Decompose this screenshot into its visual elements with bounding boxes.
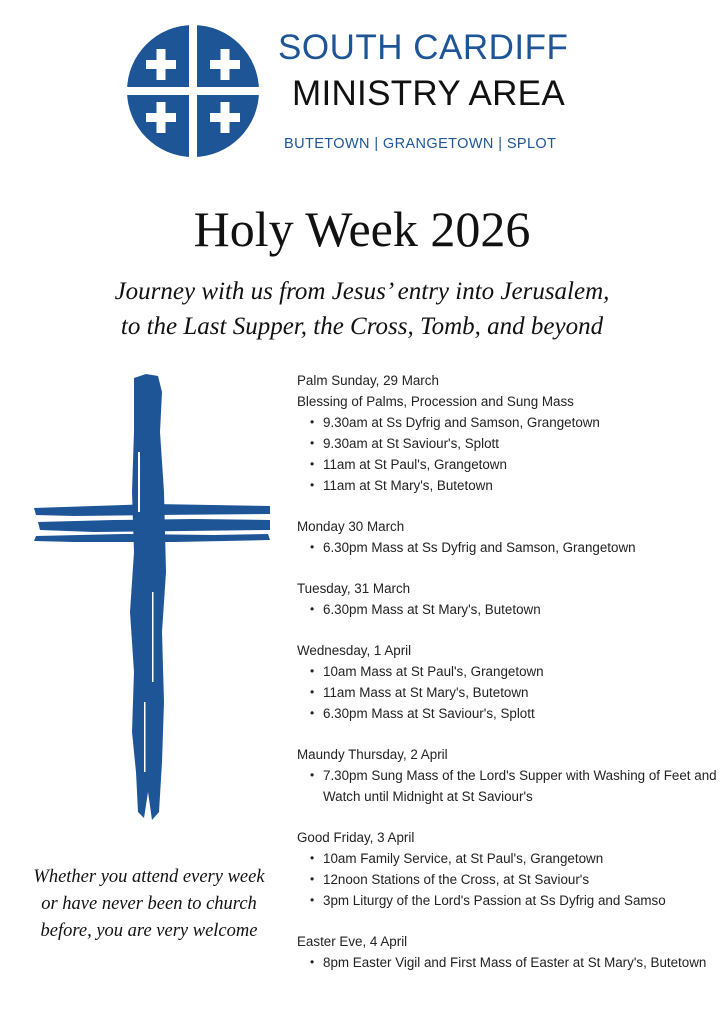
service-item — [297, 703, 717, 724]
service-item — [297, 765, 717, 807]
day-title: Good Friday, 3 April — [297, 830, 415, 845]
service-text: 11am at St Mary's, Butetown — [323, 478, 493, 493]
schedule — [297, 370, 717, 993]
service-item — [297, 869, 717, 890]
day-easter-eve — [297, 931, 717, 973]
day-title: Monday 30 March — [297, 519, 405, 534]
day-palm-sunday — [297, 370, 717, 496]
org-name-line1: SOUTH CARDIFF — [278, 28, 569, 67]
welcome-message — [20, 864, 278, 945]
service-text: 11am at St Paul's, Grangetown — [323, 457, 507, 472]
service-item — [297, 661, 717, 682]
four-crosses-circle-icon — [126, 24, 260, 158]
service-list — [297, 412, 717, 496]
day-tuesday — [297, 578, 717, 620]
service-text: 6.30pm Mass at St Mary's, Butetown — [323, 602, 541, 617]
service-text: 6.30pm Mass at Ss Dyfrig and Samson, Grangetown — [323, 540, 636, 555]
welcome-line-2: or have never been to church — [41, 894, 257, 914]
day-monday — [297, 516, 717, 558]
day-title: Easter Eve, 4 April — [297, 934, 408, 949]
service-item — [297, 952, 717, 973]
org-places: BUTETOWN | GRANGETOWN | SPLOT — [284, 136, 557, 152]
service-item — [297, 412, 717, 433]
service-text: 9.30am at St Saviour's, Splott — [323, 436, 499, 451]
day-subtitle: Blessing of Palms, Procession and Sung Mass — [297, 394, 574, 409]
service-item — [297, 890, 717, 911]
welcome-line-1: Whether you attend every week — [33, 867, 265, 887]
service-list — [297, 537, 717, 558]
brush-cross-icon — [34, 372, 270, 822]
service-text: 11am Mass at St Mary's, Butetown — [323, 685, 529, 700]
service-text: 10am Family Service, at St Paul's, Grangetown — [323, 851, 604, 866]
service-item — [297, 433, 717, 454]
page-title: Holy Week 2026 — [193, 201, 531, 257]
service-text: 3pm Liturgy of the Lord's Passion at Ss Dyfrig and Samso — [323, 893, 666, 908]
day-title: Maundy Thursday, 2 April — [297, 747, 448, 762]
day-wednesday — [297, 640, 717, 724]
welcome-line-3: before, you are very welcome — [40, 921, 258, 941]
service-text: 9.30am at Ss Dyfrig and Samson, Grangetown — [323, 415, 600, 430]
service-text: 10am Mass at St Paul's, Grangetown — [323, 664, 544, 679]
day-maundy-thursday — [297, 744, 717, 807]
service-item — [297, 537, 717, 558]
service-list — [297, 661, 717, 724]
service-text: 8pm Easter Vigil and First Mass of Easter at St Mary's, Butetown — [323, 955, 707, 970]
service-text: 7.30pm Sung Mass of the Lord's Supper with Washing of Feet and Watch until Midnight at St Saviour's — [323, 768, 717, 804]
service-item — [297, 454, 717, 475]
org-name-line2: MINISTRY AREA — [292, 74, 565, 113]
subtitle-line-1: Journey with us from Jesus’ entry into Jerusalem, — [114, 278, 610, 305]
service-list — [297, 952, 717, 973]
service-item — [297, 475, 717, 496]
service-text: 6.30pm Mass at St Saviour's, Splott — [323, 706, 535, 721]
service-list — [297, 848, 717, 911]
day-title: Wednesday, 1 April — [297, 643, 412, 658]
service-list — [297, 765, 717, 807]
service-item — [297, 599, 717, 620]
subtitle-line-2: to the Last Supper, the Cross, Tomb, and beyond — [120, 313, 604, 340]
service-item — [297, 848, 717, 869]
day-good-friday — [297, 827, 717, 911]
page-subtitle — [0, 274, 724, 344]
day-title: Palm Sunday, 29 March — [297, 373, 439, 388]
service-item — [297, 682, 717, 703]
service-text: 12noon Stations of the Cross, at St Saviour's — [323, 872, 590, 887]
service-list — [297, 599, 717, 620]
day-title: Tuesday, 31 March — [297, 581, 411, 596]
